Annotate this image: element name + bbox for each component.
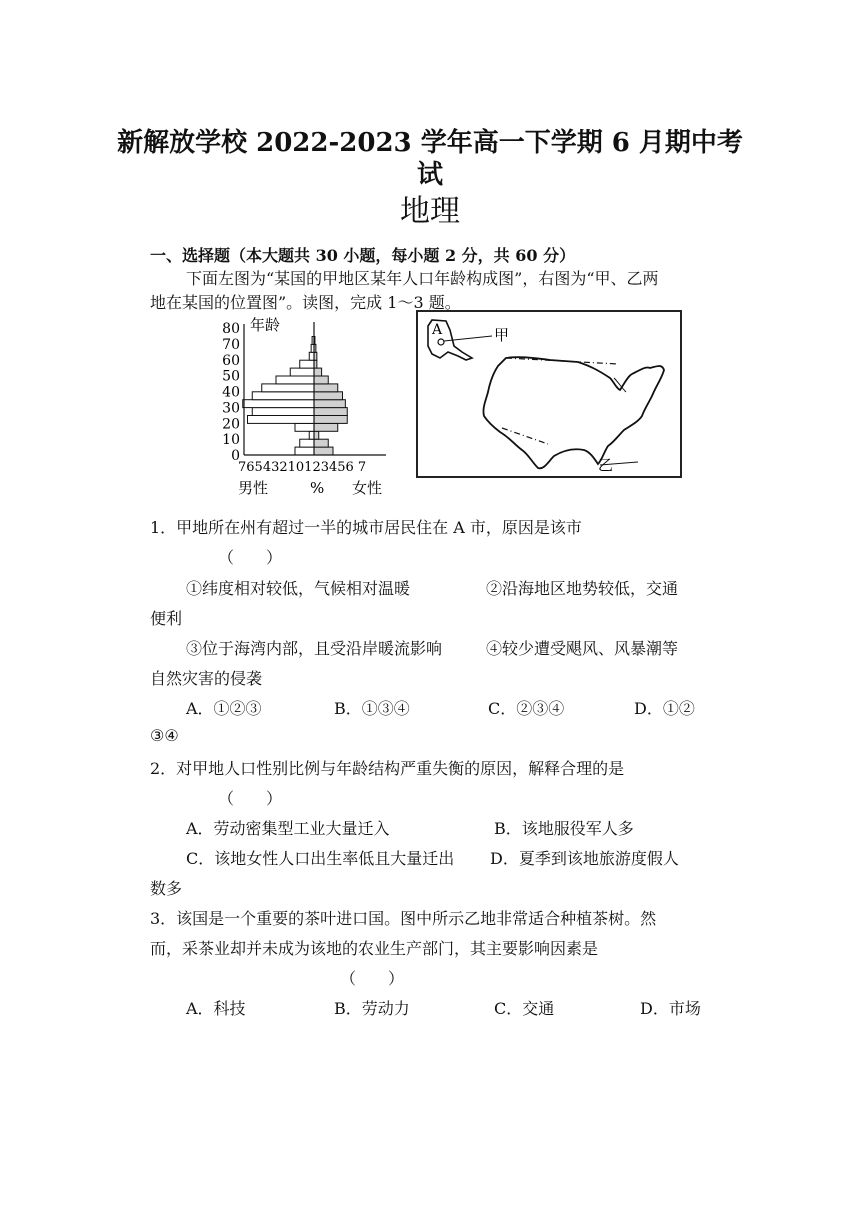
male-bar-20-25 (248, 416, 315, 424)
male-bar-55-60 (300, 360, 314, 368)
exam-title-line2: 试 (416, 160, 443, 190)
q3-stem-line1: 3．该国是一个重要的茶叶进口国。图中所示乙地非常适合种植茶树。然 (150, 909, 657, 928)
section-heading: 一、选择题（本大题共 30 小题，每小题 2 分，共 60 分） (150, 246, 576, 265)
map-label-yi: 乙 (598, 456, 614, 474)
male-bar-0-5 (295, 447, 314, 455)
female-bar-0-5 (314, 447, 333, 455)
female-bar-35-40 (314, 392, 343, 400)
female-bar-50-55 (314, 368, 322, 376)
map-label-jia: 甲 (494, 326, 510, 344)
y-tick-20: 20 (222, 416, 240, 433)
female-label: 女性 (352, 479, 383, 497)
male-bar-45-50 (276, 376, 314, 384)
q1-option-d-cont: ③④ (150, 726, 179, 745)
y-tick-50: 50 (222, 368, 240, 385)
y-tick-70: 70 (222, 336, 240, 353)
exam-title-line1: 新解放学校 2022-2023 学年高一下学期 6 月期中考 (117, 128, 743, 158)
male-bar-25-30 (252, 408, 314, 416)
y-tick-80: 80 (222, 321, 240, 337)
q3-option-d[interactable]: D．市场 (640, 999, 701, 1018)
x-tick-labels: 76543210123456 7 (238, 460, 367, 475)
q1-option-c[interactable]: C．②③④ (488, 699, 565, 718)
male-bar-5-10 (300, 439, 314, 447)
intro-line-2: 地在某国的位置图”。读图，完成 1～3 题。 (150, 293, 461, 312)
male-bar-35-40 (252, 392, 314, 400)
q1-statement-4-cont: 自然灾害的侵袭 (150, 669, 263, 688)
q1-statement-2: ②沿海地区地势较低，交通 (486, 579, 679, 598)
q2-stem: 2．对甲地人口性别比例与年龄结构严重失衡的原因，解释合理的是 (150, 759, 625, 778)
q2-option-d-cont: 数多 (150, 879, 183, 898)
male-bar-50-55 (290, 368, 314, 376)
female-bar-30-35 (314, 400, 345, 408)
female-bar-40-45 (314, 384, 338, 392)
y-tick-10: 10 (222, 432, 240, 449)
y-tick-40: 40 (222, 384, 240, 401)
northern-border (506, 358, 618, 364)
intro-line-1: 下面左图为“某国的甲地区某年人口年龄构成图”，右图为“甲、乙两 (186, 269, 659, 288)
pyramid-bars (243, 337, 348, 456)
q1-answer-paren: （ ） (218, 548, 283, 567)
female-bar-45-50 (314, 376, 328, 384)
q1-statement-4: ④较少遭受飓风、风暴潮等 (486, 639, 679, 658)
female-bar-15-20 (314, 423, 338, 431)
y-tick-30: 30 (222, 400, 240, 417)
q1-statement-1: ①纬度相对较低，气候相对温暖 (186, 579, 411, 598)
southern-border (502, 428, 548, 444)
male-bar-60-65 (309, 352, 314, 360)
q1-option-d[interactable]: D．①② (634, 699, 695, 718)
q3-option-c[interactable]: C．交通 (494, 999, 555, 1018)
location-map (416, 310, 682, 478)
map-drawing (418, 312, 680, 476)
country-outline (483, 357, 664, 468)
female-bar-25-30 (314, 408, 347, 416)
y-tick-0: 0 (231, 448, 240, 464)
q3-option-b[interactable]: B．劳动力 (334, 999, 410, 1018)
male-label: 男性 (238, 479, 269, 497)
q1-option-b[interactable]: B．①③④ (334, 699, 410, 718)
q2-answer-paren: （ ） (218, 789, 283, 808)
female-bar-10-15 (314, 431, 319, 439)
q3-stem-line2: 而，采茶业却并未成为该地的农业生产部门，其主要影响因素是 (150, 939, 599, 958)
q2-option-c[interactable]: C．该地女性人口出生率低且大量迁出 (186, 849, 455, 868)
y-tick-60: 60 (222, 352, 240, 369)
male-bar-10-15 (309, 431, 314, 439)
city-A-marker (438, 339, 444, 345)
male-bar-15-20 (295, 423, 314, 431)
female-bar-20-25 (314, 416, 347, 424)
q2-option-a[interactable]: A．劳动密集型工业大量迁入 (186, 819, 390, 838)
q1-option-a[interactable]: A．①②③ (186, 699, 262, 718)
unit-label: % (310, 479, 325, 497)
q1-stem: 1．甲地所在州有超过一半的城市居民住在 A 市，原因是该市 (150, 518, 582, 537)
population-pyramid (168, 312, 398, 498)
q3-option-a[interactable]: A．科技 (186, 999, 246, 1018)
map-label-A: A (432, 322, 443, 338)
female-bar-5-10 (314, 439, 328, 447)
q2-option-b[interactable]: B．该地服役军人多 (494, 819, 634, 838)
q1-statement-2-cont: 便利 (150, 609, 183, 628)
male-bar-40-45 (262, 384, 314, 392)
age-axis-label: 年龄 (250, 316, 281, 334)
q2-option-d[interactable]: D．夏季到该地旅游度假人 (490, 849, 679, 868)
male-bar-30-35 (243, 400, 314, 408)
subject-heading: 地理 (400, 194, 460, 229)
q3-answer-paren: （ ） (340, 969, 405, 988)
q1-statement-3: ③位于海湾内部，且受沿岸暖流影响 (186, 639, 443, 658)
y-tick-labels (222, 321, 240, 464)
